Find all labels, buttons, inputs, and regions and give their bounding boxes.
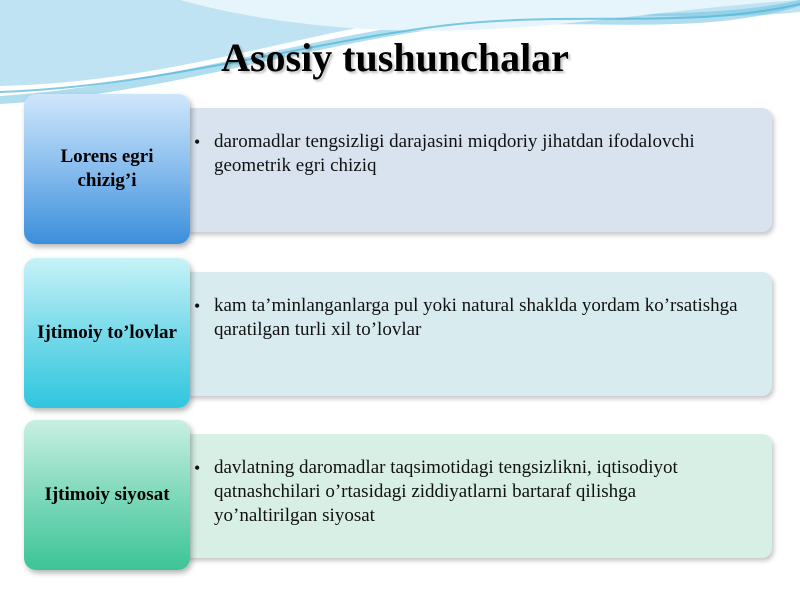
- bullet-marker: •: [194, 458, 201, 478]
- concept-description-text: daromadlar tengsizligi darajasini miqdoriy jihatdan ifodalovchi geometrik egri chiziq: [214, 131, 695, 176]
- concept-row-lorenz: [24, 94, 772, 244]
- concept-label-box: [24, 420, 190, 570]
- concept-row-social-policy: [24, 420, 772, 570]
- bullet-marker: •: [194, 296, 201, 316]
- concept-label-box: [24, 258, 190, 408]
- concept-label-text: Ijtimoiy to’lovlar: [37, 322, 177, 343]
- concept-label-text: Ijtimoiy siyosat: [44, 484, 170, 505]
- concept-row-social-payments: [24, 258, 772, 408]
- concept-description-text: davlatning daromadlar taqsimotidagi tengsizlikni, iqtisodiyot qatnashchilari o’rtasidagi ziddiyatlarni bartaraf qilishga yo’naltirilgan siyosat: [214, 457, 678, 526]
- concept-description-box: [182, 434, 772, 558]
- concept-description-box: [182, 108, 772, 232]
- concept-description-text: kam ta’minlanganlarga pul yoki natural shaklda yordam ko’rsatishga qaratilgan turli xil to’lovlar: [214, 295, 738, 340]
- concept-label-text: Lorens egri chizig’i: [60, 146, 154, 191]
- concept-description-box: [182, 272, 772, 396]
- slide-title: Asosiy tushunchalar: [221, 35, 569, 80]
- bullet-marker: •: [194, 132, 201, 152]
- concept-label-box: [24, 94, 190, 244]
